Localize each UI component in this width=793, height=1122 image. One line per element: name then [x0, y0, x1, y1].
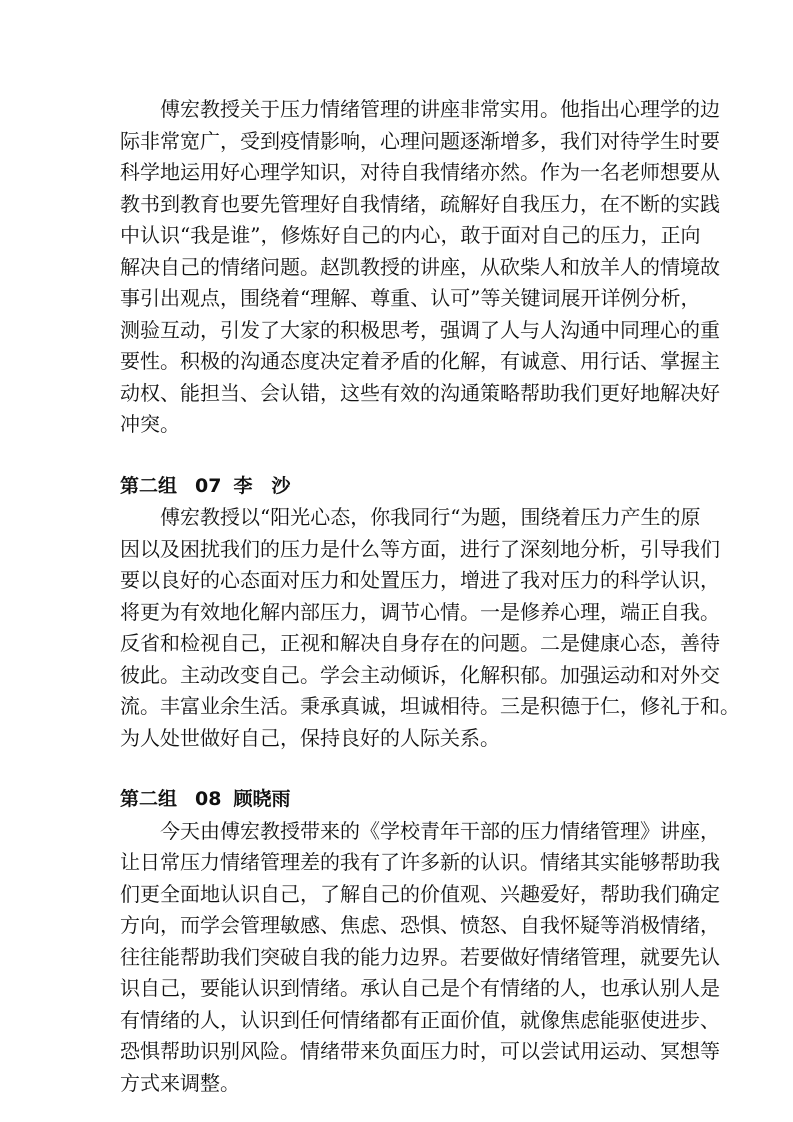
heading-group: 第二组 [120, 788, 178, 810]
section-li-sha [120, 471, 740, 755]
paragraph-line: 傅宏教授以“阳光心态，你我同行“为题，围绕着压力产生的原 [160, 505, 701, 529]
paragraph-line: 要性。积极的沟通态度决定着矛盾的化解，有诚意、用行话、掌握主 [120, 349, 720, 373]
paragraph-line: 今天由傅宏教授带来的《学校青年干部的压力情绪管理》讲座， [160, 818, 720, 843]
paragraph-line: 让日常压力情绪管理差的我有了许多新的认识。情绪其实能够帮助我 [120, 850, 720, 874]
paragraph-line: 冲突。 [120, 412, 180, 436]
paragraph-line: 动权、能担当、会认错，这些有效的沟通策略帮助我们更好地解决好 [120, 380, 720, 405]
paragraph-line: 彼此。主动改变自己。学会主动倾诉，化解积郁。加强运动和对外交 [120, 662, 720, 687]
paragraph-line: 恐惧帮助识别风险。情绪带来负面压力时，可以尝试用运动、冥想等 [120, 1039, 720, 1063]
section-heading [120, 784, 676, 816]
paragraph-line: 有情绪的人，认识到任何情绪都有正面价值，就像焦虑能驱使进步、 [120, 1007, 720, 1032]
heading-author: 李 沙 [233, 474, 291, 497]
paragraph-line: 要以良好的心态面对压力和处置压力，增进了我对压力的科学认识， [120, 568, 720, 592]
paragraph-line: 因以及困扰我们的压力是什么等方面，进行了深刻地分析，引导我们 [120, 536, 720, 561]
paragraph-line: 方式来调整。 [120, 1070, 240, 1095]
paragraph-line: 中认识“我是谁”，修炼好自己的内心，敢于面对自己的压力，正向 [120, 223, 701, 247]
heading-author: 顾晓雨 [233, 788, 291, 810]
paragraph-line: 测验互动，引发了大家的积极思考，强调了人与人沟通中同理心的重 [120, 317, 720, 342]
paragraph-line: 科学地运用好心理学知识，对待自我情绪亦然。作为一名老师想要从 [120, 160, 720, 184]
paragraph-line: 流。丰富业余生活。秉承真诚，坦诚相待。三是积德于仁，修礼于和。 [120, 694, 740, 718]
paragraph-line: 反省和检视自己，正视和解决自身存在的问题。二是健康心态，善待 [120, 631, 720, 655]
heading-number: 07 [195, 474, 222, 497]
heading-number: 08 [195, 788, 222, 810]
paragraph-line: 识自己，要能认识到情绪。承认自己是个有情绪的人，也承认别人是 [120, 976, 720, 1000]
paragraph-line: 为人处世做好自己，保持良好的人际关系。 [120, 725, 500, 750]
heading-group: 第二组 [120, 474, 178, 497]
paragraph-line: 教书到教育也要先管理好自我情绪，疏解好自我压力，在不断的实践 [120, 191, 720, 216]
paragraph-line: 们更全面地认识自己，了解自己的价值观、兴趣爱好，帮助我们确定 [120, 881, 720, 906]
paragraph-line: 方向，而学会管理敏感、焦虑、恐惧、愤怒、自我怀疑等消极情绪， [120, 913, 720, 937]
paragraph-line: 将更为有效地化解内部压力，调节心情。一是修养心理，端正自我。 [120, 599, 720, 624]
paragraph-line: 解决自己的情绪问题。赵凯教授的讲座，从砍柴人和放羊人的情境故 [120, 254, 720, 279]
paragraph-line: 际非常宽广，受到疫情影响，心理问题逐渐增多，我们对待学生时要 [120, 128, 720, 153]
paragraph-line: 事引出观点，围绕着“理解、尊重、认可”等关键词展开详例分析， [120, 286, 701, 310]
paragraph-line: 往往能帮助我们突破自我的能力边界。若要做好情绪管理，就要先认 [120, 944, 720, 969]
section-gu-xiaoyu [120, 784, 720, 1099]
paragraph-1 [120, 94, 720, 441]
document-page [120, 94, 740, 1099]
paragraph-line: 傅宏教授关于压力情绪管理的讲座非常实用。他指出心理学的边 [160, 97, 720, 121]
section-heading [120, 471, 676, 503]
